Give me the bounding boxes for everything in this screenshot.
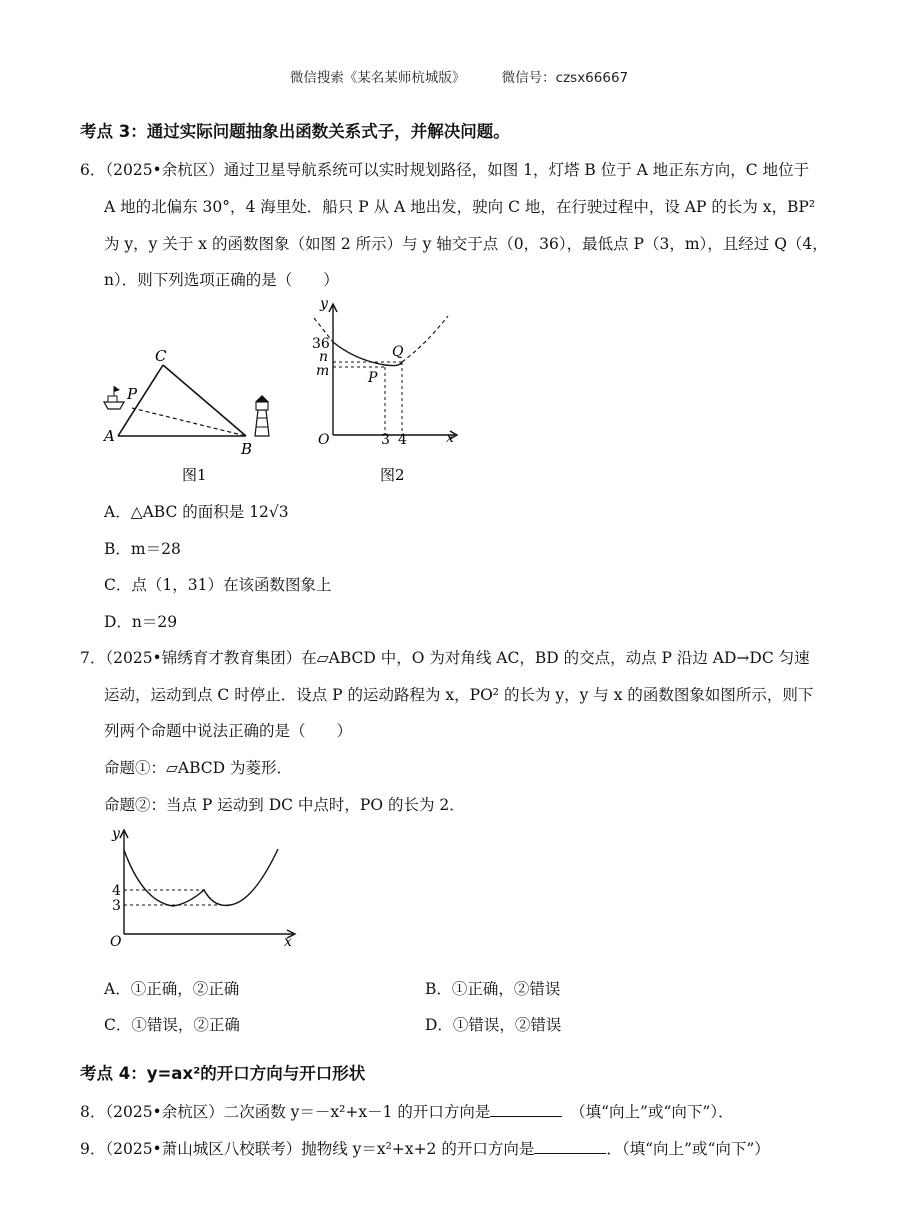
function-curve bbox=[124, 849, 278, 906]
origin-label: O bbox=[110, 934, 122, 950]
q6-figure-2 bbox=[300, 290, 475, 490]
tick-3: 3 bbox=[112, 898, 121, 914]
label-c: C bbox=[155, 347, 167, 365]
point-q-label: Q bbox=[392, 344, 404, 360]
q8-prefix: 8．（2025•余杭区）二次函数 y＝－x²+x－1 的开口方向是 bbox=[80, 1103, 491, 1121]
q7-graph bbox=[98, 822, 303, 957]
tick-4: 4 bbox=[398, 432, 407, 448]
q6-line-4: n）．则下列选项正确的是（ ） bbox=[104, 271, 339, 289]
page-header bbox=[0, 66, 918, 86]
q7-line-3: 列两个命题中说法正确的是（ ） bbox=[104, 722, 353, 740]
tick-n: n bbox=[319, 349, 329, 365]
segment-ac bbox=[118, 365, 163, 436]
q6-option-c: C．点（1，31）在该函数图象上 bbox=[104, 576, 332, 594]
q6-line-2: A 地的北偏东 30°，4 海里处．船只 P 从 A 地出发，驶向 C 地，在行驶过程中，设 AP 的长为 x，BP² bbox=[104, 198, 816, 216]
q8-line bbox=[80, 1100, 734, 1122]
q6-figure-1 bbox=[96, 340, 286, 490]
section-3-title: 考点 3：通过实际问题抽象出函数关系式子，并解决问题。 bbox=[80, 122, 510, 141]
q6-line-3: 为 y，y 关于 x 的函数图象（如图 2 所示）与 y 轴交于点（0，36），最低点 P（3，m），且经过 Q（4， bbox=[104, 235, 828, 253]
origin-label: O bbox=[318, 432, 330, 448]
q7-proposition-2: 命题②：当点 P 运动到 DC 中点时，PO 的长为 2． bbox=[104, 796, 465, 814]
q7-option-c: C．①错误，②正确 bbox=[104, 1016, 240, 1034]
section-4-title: 考点 4：y=ax²的开口方向与开口形状 bbox=[80, 1064, 366, 1083]
q6-option-b: B．m＝28 bbox=[104, 540, 181, 558]
header-wechat-id: 微信号：czsx66667 bbox=[501, 70, 629, 86]
q7-line-1: 7．（2025•锦绣育才教育集团）在▱ABCD 中，O 为对角线 AC，BD 的交点，动点 P 沿边 AD→DC 匀速 bbox=[80, 649, 810, 667]
point-p-label: P bbox=[368, 370, 378, 386]
q9-prefix: 9．（2025•萧山城区八校联考）抛物线 y＝x²+x+2 的开口方向是 bbox=[80, 1140, 535, 1158]
axis-y-label: y bbox=[320, 296, 328, 312]
tick-3: 3 bbox=[381, 432, 390, 448]
q6-option-d: D．n＝29 bbox=[104, 613, 178, 631]
q7-line-2: 运动，运动到点 C 时停止．设点 P 的运动路程为 x，PO² 的长为 y，y 与 x 的函数图象如图所示，则下 bbox=[104, 686, 814, 704]
q9-line bbox=[80, 1137, 770, 1159]
q8-suffix: （填“向上”或“向下”）． bbox=[577, 1103, 734, 1121]
parabola-dashed bbox=[402, 316, 448, 362]
label-p: P bbox=[127, 385, 138, 403]
segment-bc bbox=[163, 365, 246, 436]
ship-icon bbox=[104, 386, 124, 409]
label-a: A bbox=[104, 427, 115, 445]
tick-4: 4 bbox=[112, 883, 121, 899]
axis-y-label: y bbox=[112, 826, 120, 842]
figure-1-caption: 图1 bbox=[182, 466, 207, 484]
tick-36: 36 bbox=[312, 336, 330, 352]
q7-option-a: A．①正确，②正确 bbox=[104, 980, 240, 998]
tick-m: m bbox=[316, 363, 330, 379]
figure-2-caption: 图2 bbox=[380, 466, 405, 484]
q9-answer-blank[interactable] bbox=[534, 1139, 606, 1154]
lighthouse-icon bbox=[255, 395, 269, 436]
q6-option-a: A．△ABC 的面积是 12√3 bbox=[104, 503, 289, 521]
axis-x-label: x bbox=[446, 430, 454, 446]
q6-line-1: 6．（2025•余杭区）通过卫星导航系统可以实时规划路径，如图 1，灯塔 B 位于 A 地正东方向，C 地位于 bbox=[80, 161, 810, 179]
header-search-text: 微信搜索《某名某师杭城版》 bbox=[289, 70, 466, 86]
q8-answer-blank[interactable] bbox=[490, 1102, 562, 1117]
label-b: B bbox=[241, 440, 253, 458]
q7-option-d: D．①错误，②错误 bbox=[425, 1016, 562, 1034]
q9-suffix: ．（填“向上”或“向下”） bbox=[606, 1140, 770, 1158]
axis-x-label: x bbox=[284, 934, 292, 950]
q7-option-b: B．①正确，②错误 bbox=[425, 980, 561, 998]
q7-proposition-1: 命题①：▱ABCD 为菱形． bbox=[104, 759, 293, 777]
